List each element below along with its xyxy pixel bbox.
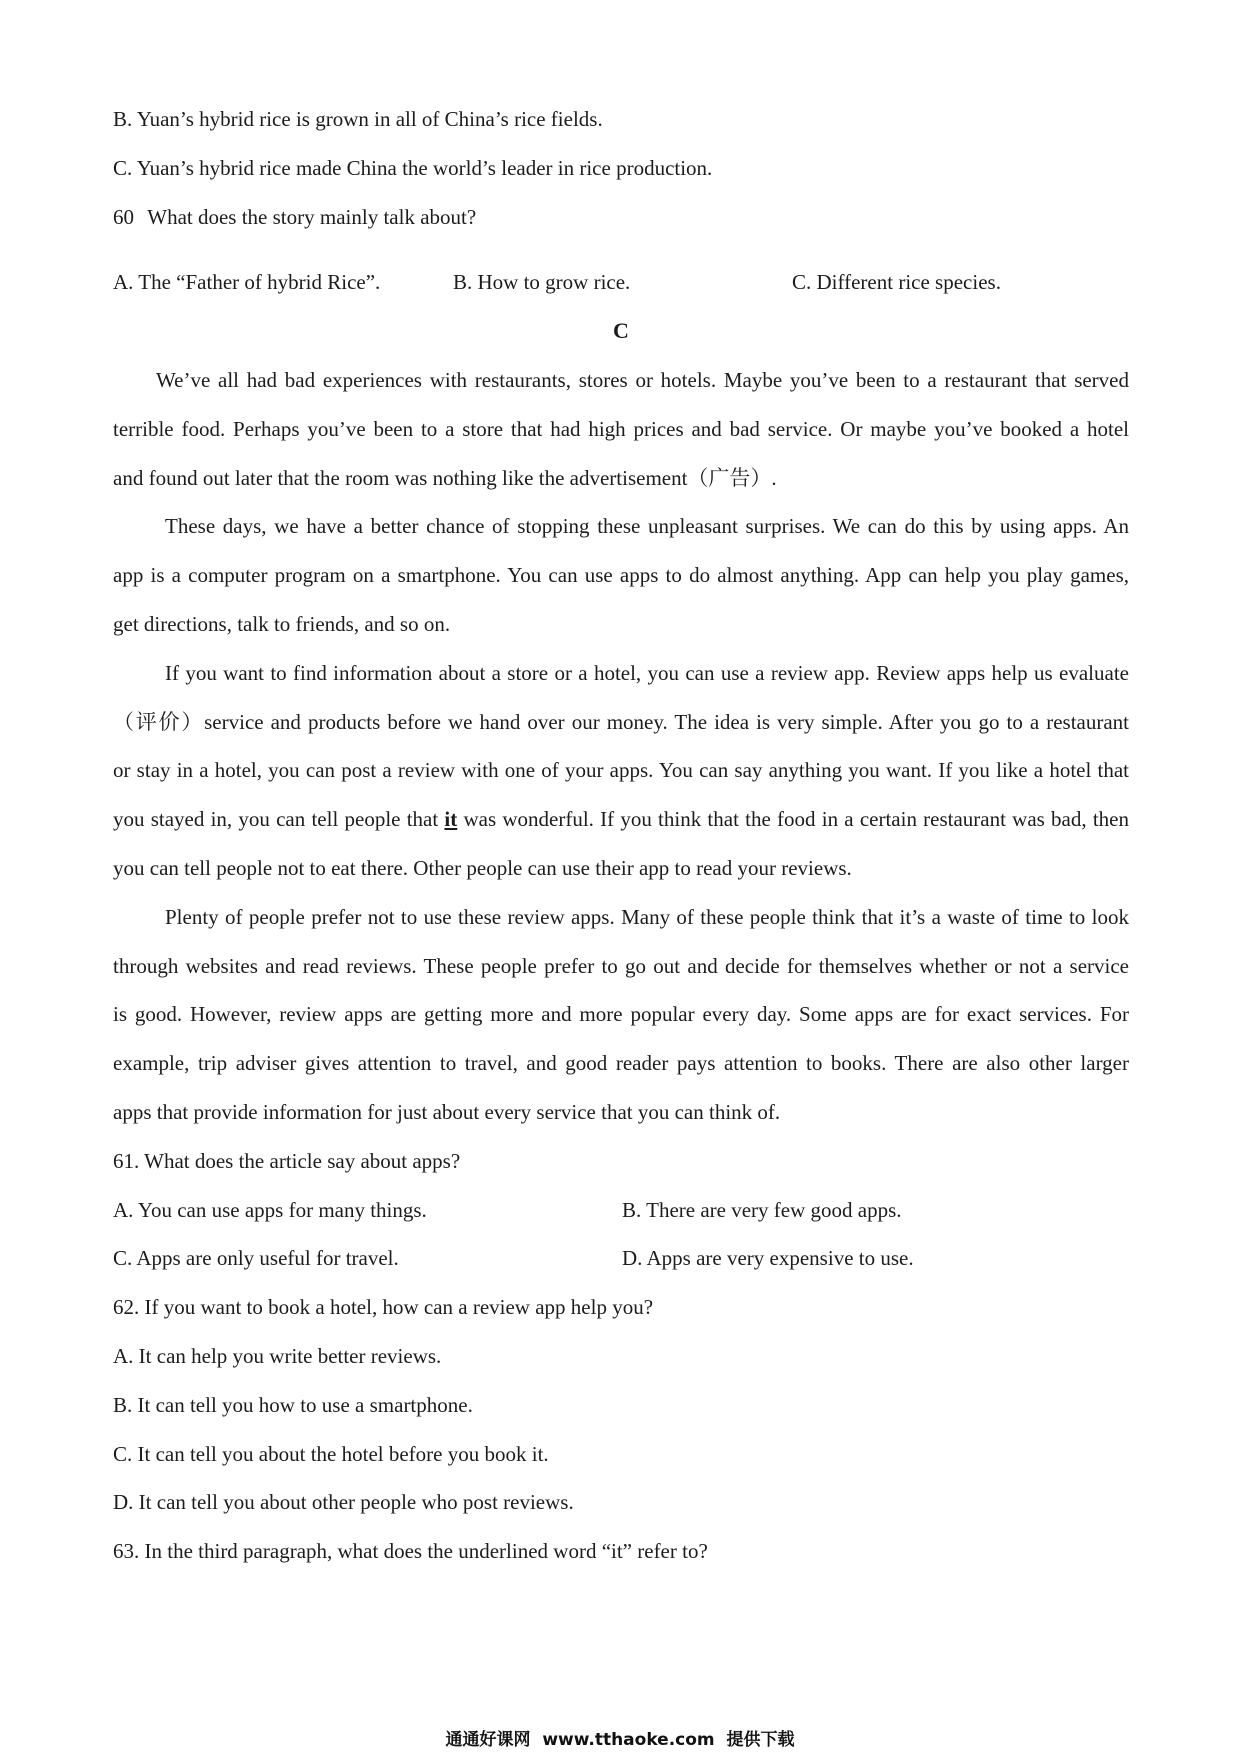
paragraph-line: and found out later that the room was nothing like the advertisement（广告）. bbox=[113, 465, 777, 490]
underlined-word-it: it bbox=[444, 807, 458, 832]
paragraph-line: If you want to find information about a store or a hotel, you can use a review app. Review apps help us evaluate bbox=[165, 660, 1129, 685]
option-a: A. The “Father of hybrid Rice”. bbox=[113, 270, 381, 295]
paragraph-line: These days, we have a better chance of stopping these unpleasant surprises. We can do this by using apps. An bbox=[165, 514, 1129, 539]
passage-paragraph-2 bbox=[113, 502, 1129, 648]
paragraph-line: example, trip adviser gives attention to travel, and good reader pays attention to books. There are also other larger bbox=[113, 1051, 1129, 1076]
paragraph-line: terrible food. Perhaps you’ve been to a store that had high prices and bad service. Or maybe you’ve booked a hotel bbox=[113, 416, 1129, 441]
option-c: C. Apps are only useful for travel. bbox=[113, 1246, 399, 1271]
question-number: 63. bbox=[113, 1539, 140, 1564]
question-number: 61. bbox=[113, 1148, 140, 1173]
line-text-before: you stayed in, you can tell people that bbox=[113, 807, 445, 832]
question-text: In the third paragraph, what does the underlined word “it” refer to? bbox=[144, 1539, 708, 1564]
paragraph-line: through websites and read reviews. These people prefer to go out and decide for themselves whether or not a service bbox=[113, 953, 1129, 978]
carryover-option-b: B. Yuan’s hybrid rice is grown in all of China’s rice fields. bbox=[113, 107, 603, 131]
paragraph-line: you can tell people not to eat there. Other people can use their app to read your reviews. bbox=[113, 855, 852, 880]
question-text: What does the article say about apps? bbox=[144, 1148, 461, 1173]
paragraph-line: Plenty of people prefer not to use these review apps. Many of these people think that it’s a waste of time to look bbox=[165, 904, 1129, 929]
question-60 bbox=[113, 193, 1129, 242]
paragraph-line: We’ve all had bad experiences with restaurants, stores or hotels. Maybe you’ve been to a restaurant that served bbox=[156, 367, 1129, 392]
footer-source-note: 通通好课网 www.tthaoke.com 提供下载 bbox=[445, 1730, 795, 1750]
paragraph-line: get directions, talk to friends, and so on. bbox=[113, 611, 451, 636]
passage-paragraph-4 bbox=[113, 893, 1129, 1137]
options-row bbox=[113, 1186, 1129, 1235]
option-b: B. It can tell you how to use a smartphone. bbox=[113, 1392, 473, 1417]
passage-paragraph-1 bbox=[113, 356, 1129, 502]
paragraph-line bbox=[113, 795, 1129, 844]
question-62 bbox=[113, 1283, 1129, 1332]
option-b: B. How to grow rice. bbox=[453, 270, 631, 295]
paragraph-line: apps that provide information for just about every service that you can think of. bbox=[113, 1099, 781, 1124]
paragraph-line: or stay in a hotel, you can post a review with one of your apps. You can say anything you want. If you like a hotel that bbox=[113, 758, 1129, 783]
option-a: A. You can use apps for many things. bbox=[113, 1197, 427, 1222]
option-d: D. It can tell you about other people who post reviews. bbox=[113, 1490, 574, 1515]
paragraph-line: is good. However, review apps are getting more and more popular every day. Some apps are for exact services. For bbox=[113, 1002, 1129, 1027]
line-text-after: was wonderful. If you think that the food in a certain restaurant was bad, then bbox=[457, 807, 1129, 832]
option-d: D. Apps are very expensive to use. bbox=[622, 1246, 914, 1271]
passage-heading: C bbox=[613, 318, 629, 344]
paragraph-line: （评价）service and products before we hand over our money. The idea is very simple. After you go to a restaurant bbox=[113, 709, 1129, 734]
options-row bbox=[113, 1234, 1129, 1283]
paragraph-line: app is a computer program on a smartphone. You can use apps to do almost anything. App can help you play games, bbox=[113, 563, 1129, 588]
carryover-option-c: C. Yuan’s hybrid rice made China the world’s leader in rice production. bbox=[113, 155, 713, 180]
option-a: A. It can help you write better reviews. bbox=[113, 1343, 442, 1368]
option-c: C. It can tell you about the hotel before you book it. bbox=[113, 1441, 549, 1466]
options-row bbox=[113, 258, 1129, 307]
question-text: If you want to book a hotel, how can a review app help you? bbox=[144, 1295, 654, 1320]
passage-paragraph-3 bbox=[113, 649, 1129, 893]
question-number: 62. bbox=[113, 1295, 140, 1320]
option-c: C. Different rice species. bbox=[792, 270, 1001, 295]
page-content bbox=[113, 95, 1129, 1576]
question-text: What does the story mainly talk about? bbox=[147, 204, 477, 229]
question-63 bbox=[113, 1527, 1129, 1576]
question-61 bbox=[113, 1137, 1129, 1186]
option-b: B. There are very few good apps. bbox=[622, 1197, 902, 1222]
question-number: 60 bbox=[113, 204, 134, 229]
